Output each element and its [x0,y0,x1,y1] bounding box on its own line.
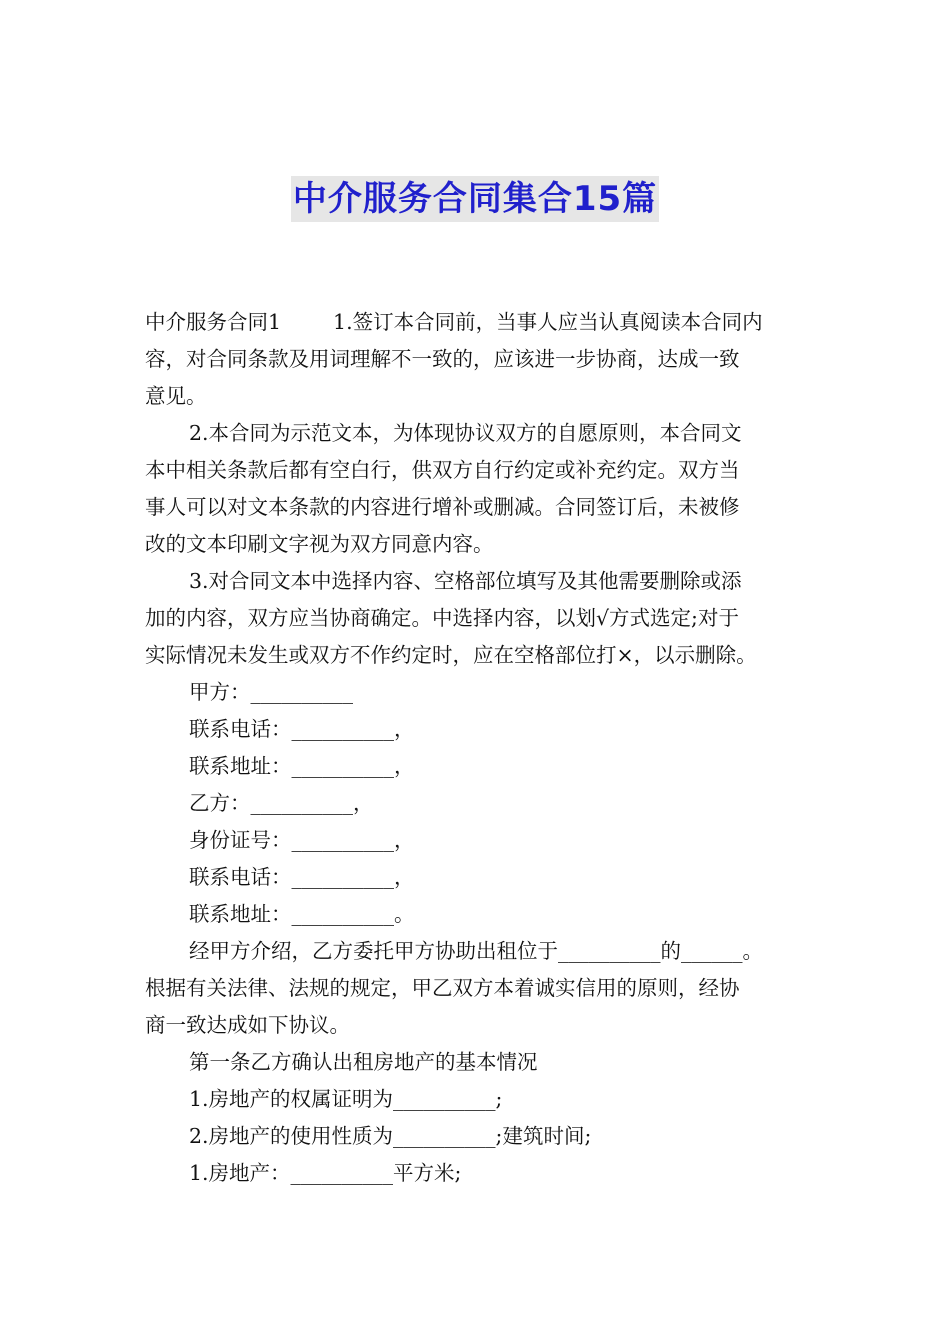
title-container [0,176,950,222]
party-b-id-field: 身份证号：__________， [189,828,415,852]
paragraph-line: 商一致达成如下协议。 [145,1013,350,1037]
paragraph-line: 2.房地产的使用性质为__________;建筑时间; [189,1124,592,1148]
party-b-address-field: 联系地址：__________。 [189,902,415,926]
paragraph-line: 意见。 [145,384,207,408]
article-heading: 第一条乙方确认出租房地产的基本情况 [189,1050,538,1074]
paragraph-line: 实际情况未发生或双方不作约定时，应在空格部位打×，以示删除。 [145,643,757,667]
party-b-phone-field: 联系电话：__________， [189,865,415,889]
paragraph-line: 1.房地产的权属证明为__________; [189,1087,503,1111]
clause-text: 1.签订本合同前，当事人应当认真阅读本合同内 [333,310,763,334]
contract-heading: 中介服务合同1 [145,310,282,334]
paragraph-line: 3.对合同文本中选择内容、空格部位填写及其他需要删除或添 [189,569,742,593]
paragraph-line: 本中相关条款后都有空白行，供双方自行约定或补充约定。双方当 [145,458,740,482]
paragraph-line: 1.房地产：__________平方米; [189,1161,462,1185]
paragraph-line: 事人可以对文本条款的内容进行增补或删减。合同签订后，未被修 [145,495,740,519]
paragraph-line: 经甲方介绍，乙方委托甲方协助出租位于__________的______。 [189,939,763,963]
paragraph-line: 2.本合同为示范文本，为体现协议双方的自愿原则，本合同文 [189,421,742,445]
paragraph-line: 根据有关法律、法规的规定，甲乙双方本着诚实信用的原则，经协 [145,976,740,1000]
paragraph-line [145,304,825,341]
paragraph-line: 容，对合同条款及用词理解不一致的，应该进一步协商，达成一致 [145,347,740,371]
party-a-address-field: 联系地址：__________， [189,754,415,778]
document-body [145,304,825,1192]
party-a-field: 甲方：__________ [189,680,353,704]
party-b-field: 乙方：__________， [189,791,374,815]
paragraph-line: 改的文本印刷文字视为双方同意内容。 [145,532,494,556]
paragraph-line: 加的内容，双方应当协商确定。中选择内容，以划√方式选定;对于 [145,606,739,630]
document-title: 中介服务合同集合15篇 [291,176,659,222]
party-a-phone-field: 联系电话：__________， [189,717,415,741]
